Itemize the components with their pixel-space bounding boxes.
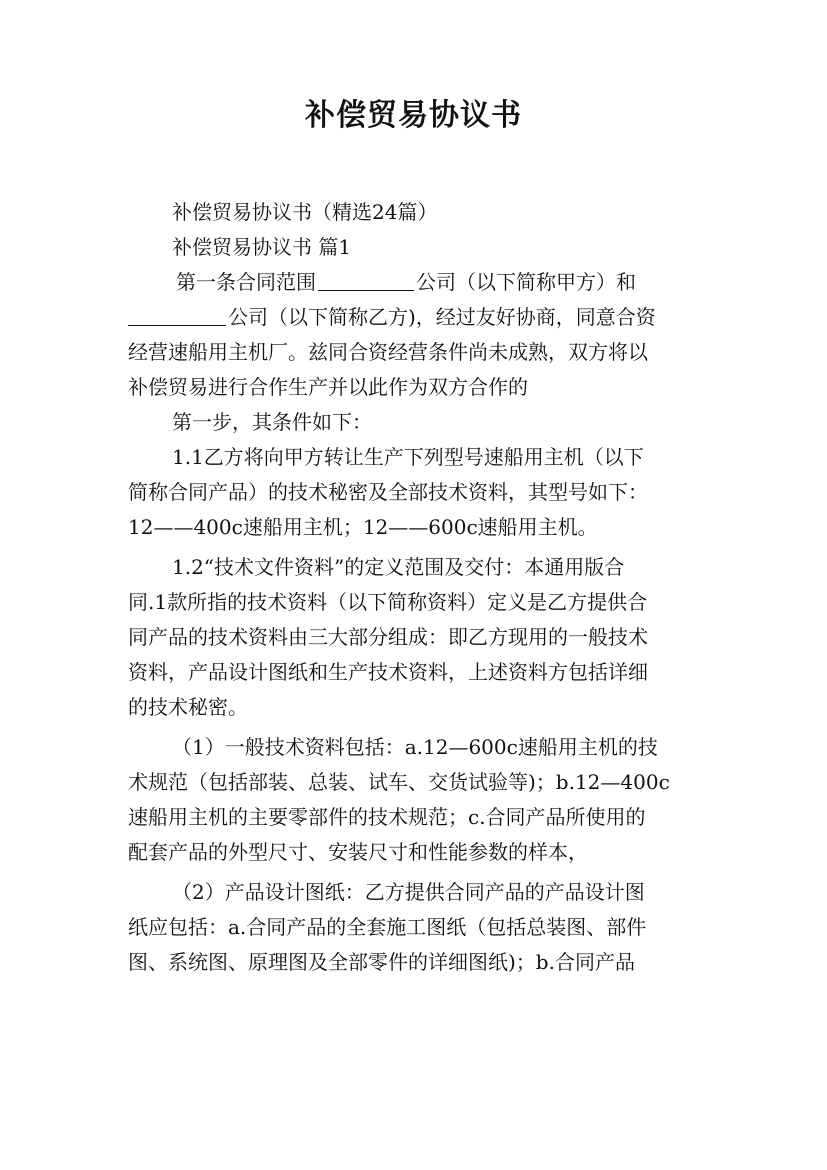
text-fragment: 公司（以下简称甲方）和 bbox=[416, 270, 636, 294]
text-fragment: 公司（以下简称乙方)，经过友好协商，同意合资 bbox=[228, 305, 656, 329]
text-line bbox=[128, 300, 704, 335]
text-line: 经营速船用主机厂。兹同合资经营条件尚未成熟，双方将以 bbox=[128, 340, 648, 364]
text-line: 简称合同产品）的技术秘密及全部技术资料，其型号如下： bbox=[128, 480, 648, 504]
text-line: （1）一般技术资料包括：a.12—600c速船用主机的技 bbox=[172, 735, 658, 759]
document-title: 补偿贸易协议书 bbox=[305, 98, 522, 133]
text-line: 第一步，其条件如下： bbox=[172, 410, 372, 434]
text-line: 同产品的技术资料由三大部分组成：即乙方现用的一般技术 bbox=[128, 625, 648, 649]
text-line: 1.2“技术文件资料”的定义范围及交付：本通用版合 bbox=[172, 555, 625, 579]
text-fragment: 第一条合同范围 bbox=[176, 270, 316, 294]
text-line: 12——400c速船用主机；12——600c速船用主机。 bbox=[128, 515, 598, 539]
text-line: 同.1款所指的技术资料（以下简称资料）定义是乙方提供合 bbox=[128, 590, 648, 614]
text-line: 图、系统图、原理图及全部零件的详细图纸)；b.合同产品 bbox=[128, 950, 635, 974]
text-line: （2）产品设计图纸：乙方提供合同产品的产品设计图 bbox=[172, 880, 645, 904]
text-line: 速船用主机的主要零部件的技术规范；c.合同产品所使用的 bbox=[128, 805, 646, 829]
subtitle-line: 补偿贸易协议书（精选24篇） bbox=[172, 200, 438, 224]
text-line: 1.1乙方将向甲方转让生产下列型号速船用主机（以下 bbox=[172, 445, 644, 469]
text-line: 补偿贸易进行合作生产并以此作为双方合作的 bbox=[128, 375, 528, 399]
text-line: 配套产品的外型尺寸、安装尺寸和性能参数的样本， bbox=[128, 840, 588, 864]
blank-underline bbox=[318, 272, 414, 291]
text-line: 资料，产品设计图纸和生产技术资料，上述资料方包括详细 bbox=[128, 660, 648, 684]
text-line bbox=[128, 265, 704, 300]
text-line: 的技术秘密。 bbox=[128, 695, 248, 719]
text-line: 术规范（包括部装、总装、试车、交货试验等)；b.12—400c bbox=[128, 770, 670, 794]
blank-underline bbox=[128, 307, 226, 326]
document-body bbox=[128, 195, 704, 980]
section-heading: 补偿贸易协议书 篇1 bbox=[172, 235, 352, 259]
text-line: 纸应包括：a.合同产品的全套施工图纸（包括总装图、部件 bbox=[128, 915, 647, 939]
